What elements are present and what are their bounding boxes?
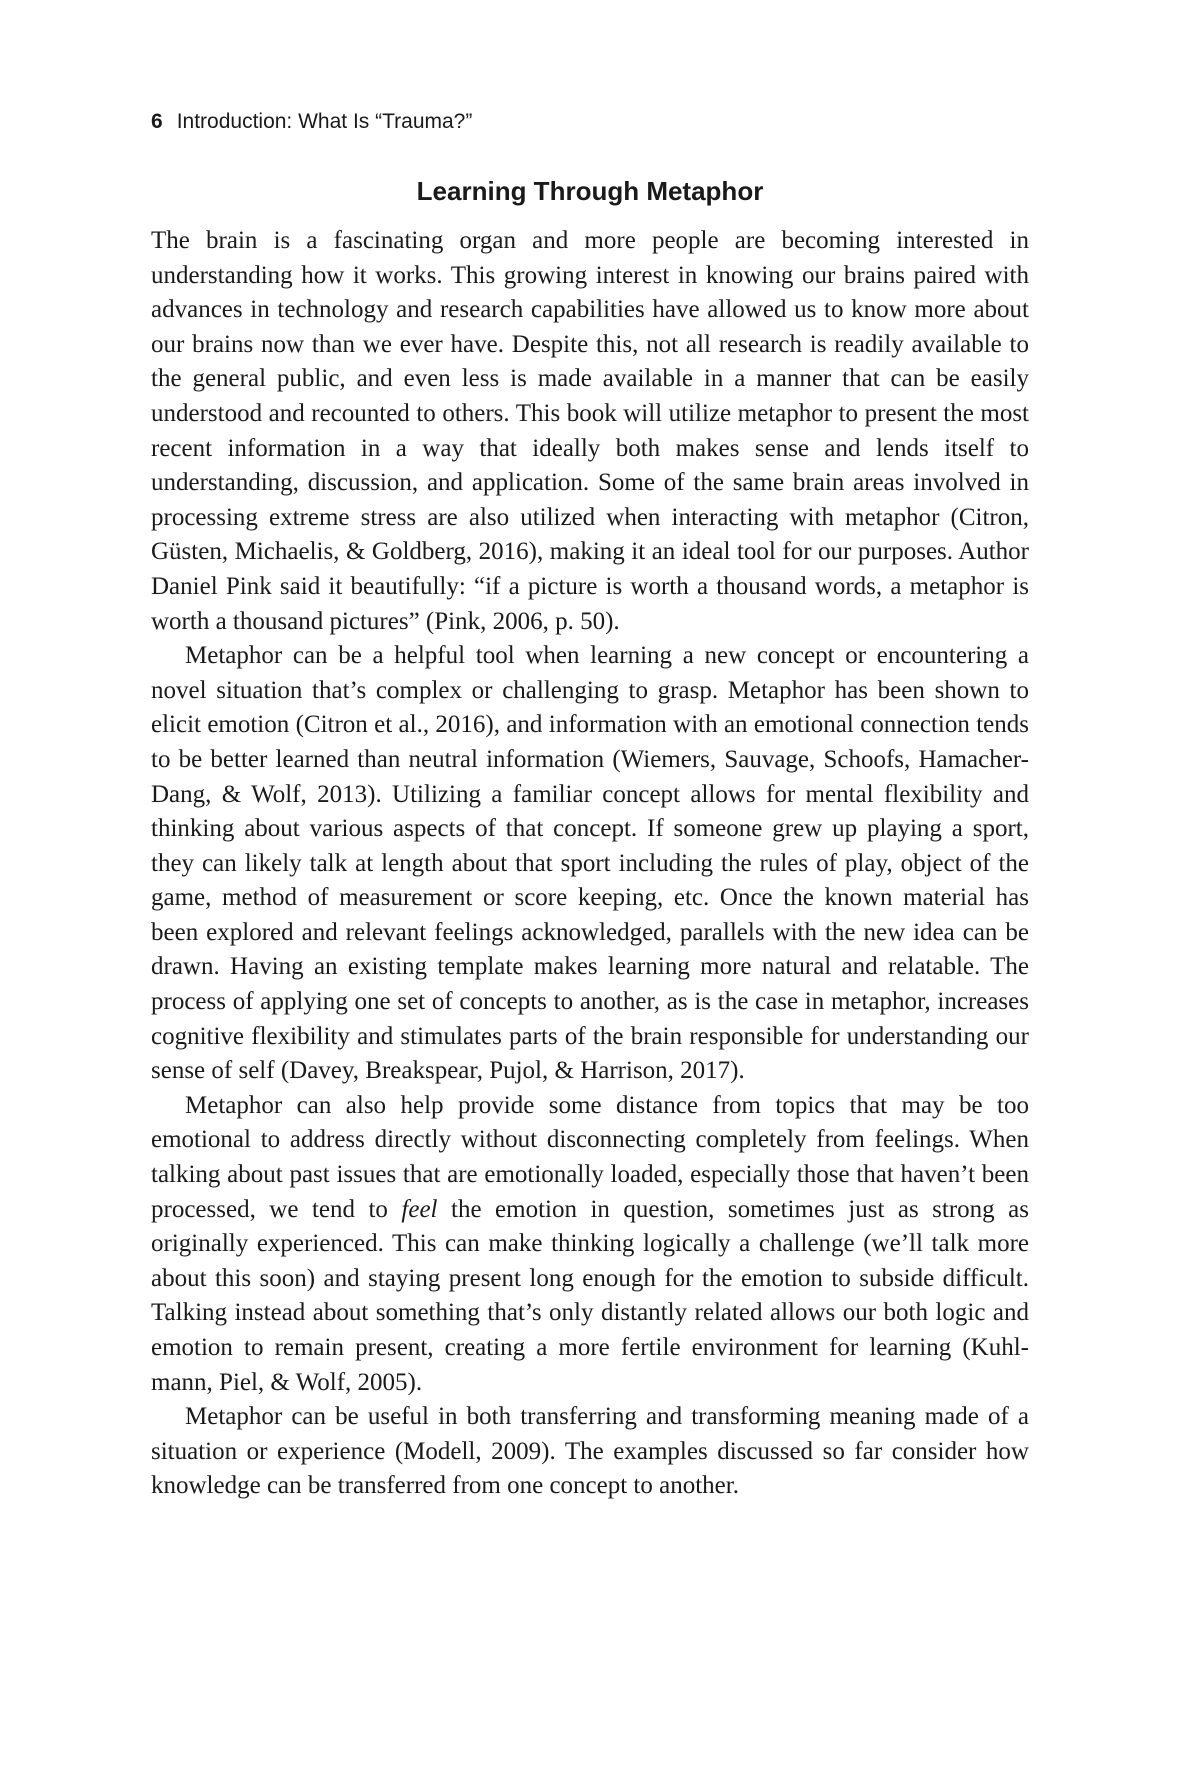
running-head xyxy=(151,108,472,136)
page-number: 6 xyxy=(151,110,163,133)
section-heading: Learning Through Metaphor xyxy=(416,176,764,206)
body-text xyxy=(151,224,1029,1504)
paragraph-2: Metaphor can be a helpful tool when learning a new concept or encountering a novel situation that’s complex or challenging to grasp. Metaphor has been shown to elicit emotion (Citron et al., 2016), and information with an emotional connection tends to be better learned than neutral information (Wiemers, Sauvage, Schoofs, Hamacher-Dang, & Wolf, 2013). Utilizing a familiar concept allows for mental flexibility and thinking about various aspects of that concept. If someone grew up playing a sport, they can likely talk at length about that sport including the rules of play, object of the game, method of measurement or score keeping, etc. Once the known material has been explored and relevant feelings acknowledged, parallels with the new idea can be drawn. Having an existing template makes learning more natural and relatable. The process of applying one set of concepts to another, as is the case in metaphor, increases cognitive flexibility and stimulates parts of the brain responsible for understanding our sense of self (Davey, Breakspear, Pujol, & Harrison, 2017). xyxy=(151,642,1029,1085)
paragraph-4: Metaphor can be useful in both transferring and transforming meaning made of a situation or experience (Modell, 2009). The examples discussed so far consider how knowledge can be transferred from one concept to another. xyxy=(151,1403,1029,1500)
paragraph-3-emphasis: feel xyxy=(401,1195,438,1223)
paragraph-3-before: Metaphor can also help provide some distance from topics that may be too emotional to address directly without disconnecting completely from feelings. When talking about past issues that are emotionally loaded, especially those that haven’t been processed, we tend to xyxy=(151,1091,1029,1223)
running-head-title: Introduction: What Is “Trauma?” xyxy=(176,110,473,133)
paragraph-1: The brain is a fascinating organ and more people are becoming interested in understanding how it works. This growing interest in knowing our brains paired with advances in technology and research capabilities have allowed us to know more about our brains now than we ever have. Despite this, not all research is readily available to the general public, and even less is made available in a manner that can be easily understood and recounted to others. This book will utilize metaphor to present the most recent information in a way that ideally both makes sense and lends itself to understanding, discussion, and application. Some of the same brain areas involved in processing extreme stress are also utilized when interacting with metaphor (Citron, Güsten, Michaelis, & Goldberg, 2016), making it an ideal tool for our purposes. Author Daniel Pink said it beautifully: “if a picture is worth a thousand words, a metaphor is worth a thousand pictures” (Pink, 2006, p. 50). xyxy=(151,227,1029,635)
paragraph-3-after: the emotion in question, sometimes just as strong as originally experienced. This can make thinking logically a challenge (we’ll talk more about this soon) and staying present long enough for the emotion to subside difficult. Talking instead about something that’s only distantly related allows our both logic and emotion to remain present, creating a more fertile environment for learning (Kuhlmann, Piel, & Wolf, 2005). xyxy=(151,1195,1030,1396)
paragraph-3 xyxy=(151,1089,1029,1400)
